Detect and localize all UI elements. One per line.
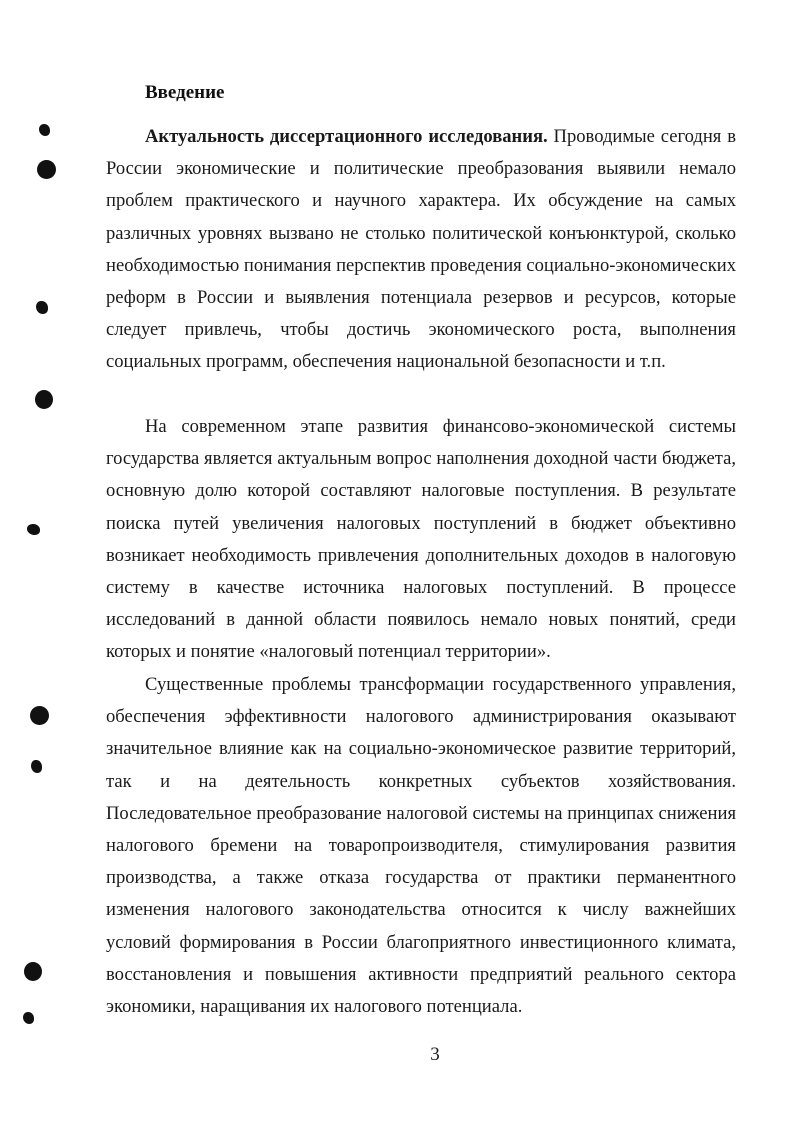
paragraph-body: Проводимые сегодня в России экономические и политические преобразования выявили немало проблем практического и научного характера. Их обсуждение на самых различных уровнях вызвано не столько политической конъюнктурой, сколько необходимостью понимания перспектив проведения социально-экономических реформ в России и выявления потенциала резервов и ресурсов, которые следует привлечь, чтобы достичь экономического роста, выполнения социальных программ, обеспечения национальной безопасности и т.п.	[106, 126, 737, 373]
section-heading: Введение	[145, 82, 225, 103]
binding-hole-mark	[37, 160, 56, 179]
binding-hole-mark	[24, 962, 42, 981]
binding-hole-mark	[36, 301, 48, 314]
paragraph-budget: На современном этапе развития финансово-экономической системы государства является актуальным вопрос наполнения доходной части бюджета, основную долю которой составляют налоговые поступления. В результате поиска путей увеличения налоговых поступлений в бюджет объективно возникает необходимость привлечения дополнительных доходов в налоговую систему в качестве источника налоговых поступлений. В процессе исследований в данной области появилось немало новых понятий, среди которых и понятие «налоговый потенциал территории».	[106, 416, 736, 663]
paragraph-reform: Существенные проблемы трансформации государственного управления, обеспечения эффективности налогового администрирования оказывают значительное влияние как на социально-экономическое развитие территорий, так и на деятельность конкретных субъектов хозяйствования. Последовательное преобразование налоговой системы на принципах снижения налогового бремени на товаропроизводителя, стимулирования развития производства, а также отказа государства от практики перманентного изменения налогового законодательства относится к числу важнейших условий формирования в России благоприятного инвестиционного климата, восстановления и повышения активности предприятий реального сектора экономики, наращивания их налогового потенциала.	[106, 674, 736, 1018]
binding-hole-mark	[30, 706, 49, 725]
paragraph-relevance	[106, 121, 736, 379]
binding-hole-mark	[27, 524, 40, 535]
paragraph-lead: Актуальность диссертационного исследования.	[145, 126, 548, 147]
page-number: 3	[430, 1044, 440, 1065]
binding-hole-mark	[35, 390, 53, 409]
binding-hole-mark	[39, 124, 50, 136]
binding-hole-mark	[31, 760, 42, 773]
binding-hole-mark	[23, 1012, 34, 1024]
